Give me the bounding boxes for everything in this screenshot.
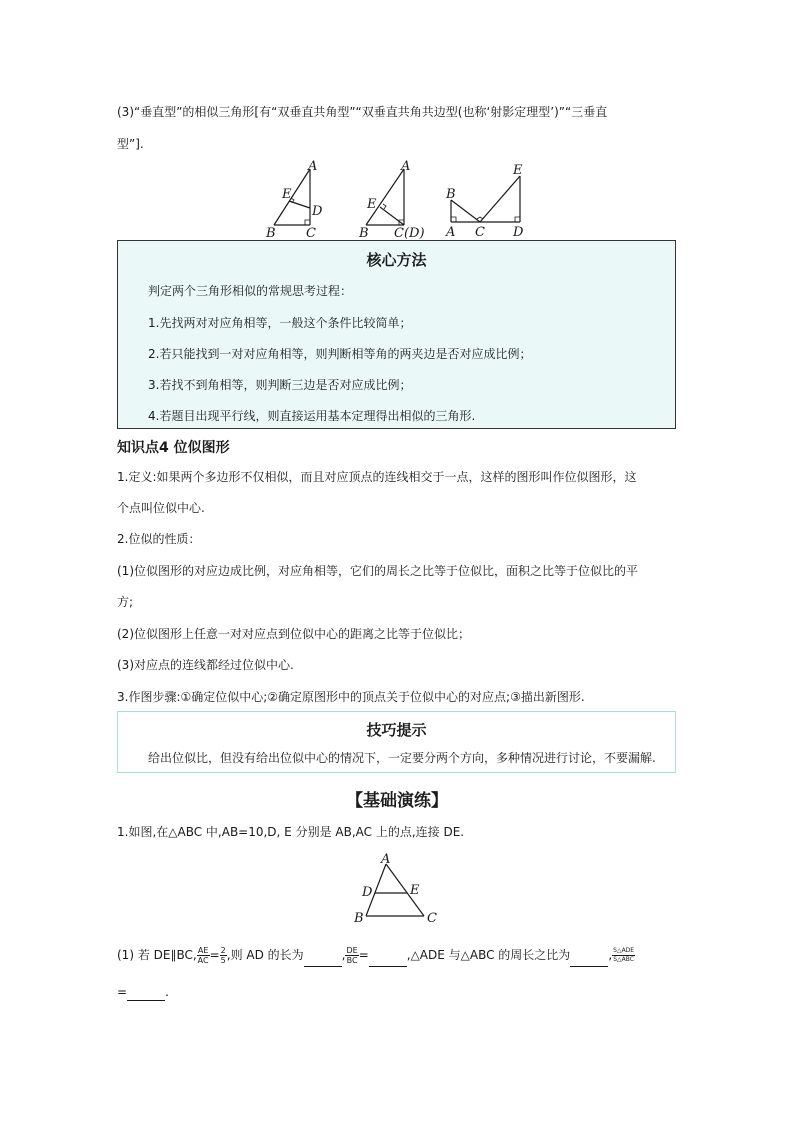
tip-text: 给出位似比，但没有给出位似中心的情况下，一定要分两个方向，多种情况进行讨论，不要漏解. xyxy=(148,751,656,765)
q1-equals-2: = xyxy=(358,948,369,962)
core-method-intro: 判定两个三角形相似的常规思考过程： xyxy=(148,284,353,298)
frac-denominator: AC xyxy=(197,956,209,965)
fig1-label-c: C xyxy=(306,226,316,240)
frac-denominator: BC xyxy=(346,956,358,965)
fig2-label-b: B xyxy=(359,226,369,240)
kp4-definition-line-2: 个点叫位似中心. xyxy=(117,501,205,515)
figure-projection-theorem xyxy=(354,156,434,240)
frac-numerator: DE xyxy=(346,946,358,955)
q1-comma-1: , xyxy=(341,948,346,962)
fig1-label-a: A xyxy=(308,159,318,174)
tip-title: 技巧提示 xyxy=(366,721,427,739)
q1-fig-label-a: A xyxy=(381,852,391,867)
figure-double-perpendicular-common-angle xyxy=(262,156,332,240)
fig2-label-cd: C(D) xyxy=(394,226,425,240)
frac-numerator: S△ADE xyxy=(613,947,635,954)
fig3-label-b: B xyxy=(446,187,456,202)
fig2-label-a: A xyxy=(401,159,411,174)
frac-numerator: AE xyxy=(197,946,209,955)
q1-fig-label-b: B xyxy=(354,911,364,926)
q1-part1-mid: ,则 AD 的长为 xyxy=(226,948,304,962)
core-method-title: 核心方法 xyxy=(366,251,427,269)
fig2-label-e: E xyxy=(367,197,377,212)
knowledge-point-heading: 知识点4 位似图形 xyxy=(117,440,230,456)
q1-part1-mid2: ,△ADE 与△ABC 的周长之比为 xyxy=(406,948,571,962)
question-1-stem: 1.如图,在△ABC 中,AB=10,D, E 分别是 AB,AC 上的点,连接 DE. xyxy=(117,825,465,839)
fraction-ae-ac xyxy=(197,946,210,965)
q1-line2-equals: = xyxy=(117,985,128,999)
intro-line-1: (3)“垂直型”的相似三角形[有“双垂直共角型”“双垂直共角共边型(也称‘射影定理型’)”“三垂直 xyxy=(117,105,608,119)
kp4-property-2: (2)位似图形上任意一对对应点到位似中心的距离之比等于位似比； xyxy=(117,627,471,641)
kp4-property-1-line-2: 方; xyxy=(117,595,134,609)
q1-comma-2: , xyxy=(608,948,613,962)
q1-fig-label-d: D xyxy=(362,885,373,900)
q1-fig-label-c: C xyxy=(427,911,437,926)
answer-blank-de-bc[interactable] xyxy=(369,944,407,967)
q1-fig-label-e: E xyxy=(410,883,420,898)
fig1-label-b: B xyxy=(266,226,276,240)
frac-denominator: 5 xyxy=(220,956,226,965)
kp4-drawing-steps: 3.作图步骤:①确定位似中心;②确定原图形中的顶点关于位似中心的对应点;③描出新图形. xyxy=(117,690,585,704)
core-method-item-1: 1.先找两对对应角相等，一般这个条件比较简单； xyxy=(148,316,412,330)
fraction-de-bc xyxy=(345,946,358,965)
fig3-label-a: A xyxy=(446,225,456,240)
fig3-label-c: C xyxy=(475,225,485,240)
fraction-area-ratio xyxy=(612,947,635,964)
answer-blank-perimeter-ratio[interactable] xyxy=(570,944,608,967)
fig3-label-d: D xyxy=(513,225,524,240)
core-method-box xyxy=(117,240,676,429)
core-method-item-3: 3.若找不到角相等，则判断三边是否对应成比例； xyxy=(148,378,412,392)
question-1-part-1-line-2 xyxy=(117,984,169,1001)
core-method-item-2: 2.若只能找到一对对应角相等，则判断相等角的两夹边是否对应成比例； xyxy=(148,347,532,361)
kp4-property-1-line-1: (1)位似图形的对应边成比例，对应角相等，它们的周长之比等于位似比，面积之比等于位似比的平 xyxy=(117,564,639,578)
frac-denominator: S△ABC xyxy=(613,956,634,963)
frac-numerator: 2 xyxy=(220,946,226,955)
intro-line-2: 型”]. xyxy=(117,137,144,151)
question-1-figure xyxy=(348,848,444,928)
fig1-label-d: D xyxy=(312,204,323,219)
fraction-2-5 xyxy=(220,946,227,965)
answer-blank-ad[interactable] xyxy=(304,944,342,967)
tip-box xyxy=(117,711,676,773)
figure-triple-perpendicular xyxy=(442,156,532,240)
section-title: 【基础演练】 xyxy=(346,791,448,811)
q1-part1-start: (1) 若 DE∥BC, xyxy=(117,948,197,962)
fig1-label-e: E xyxy=(282,187,292,202)
q1-line2-end: . xyxy=(165,985,169,999)
fig3-label-e: E xyxy=(513,163,523,178)
q1-equals-1: = xyxy=(209,948,220,962)
core-method-item-4: 4.若题目出现平行线，则直接运用基本定理得出相似的三角形. xyxy=(148,409,476,423)
kp4-definition-line-1: 1.定义:如果两个多边形不仅相似，而且对应顶点的连线相交于一点，这样的图形叫作位似图形，这 xyxy=(117,470,637,484)
kp4-property-3: (3)对应点的连线都经过位似中心. xyxy=(117,658,294,672)
kp4-property-title: 2.位似的性质： xyxy=(117,532,201,546)
answer-blank-area-ratio[interactable] xyxy=(127,984,165,1001)
question-1-part-1 xyxy=(117,944,635,967)
